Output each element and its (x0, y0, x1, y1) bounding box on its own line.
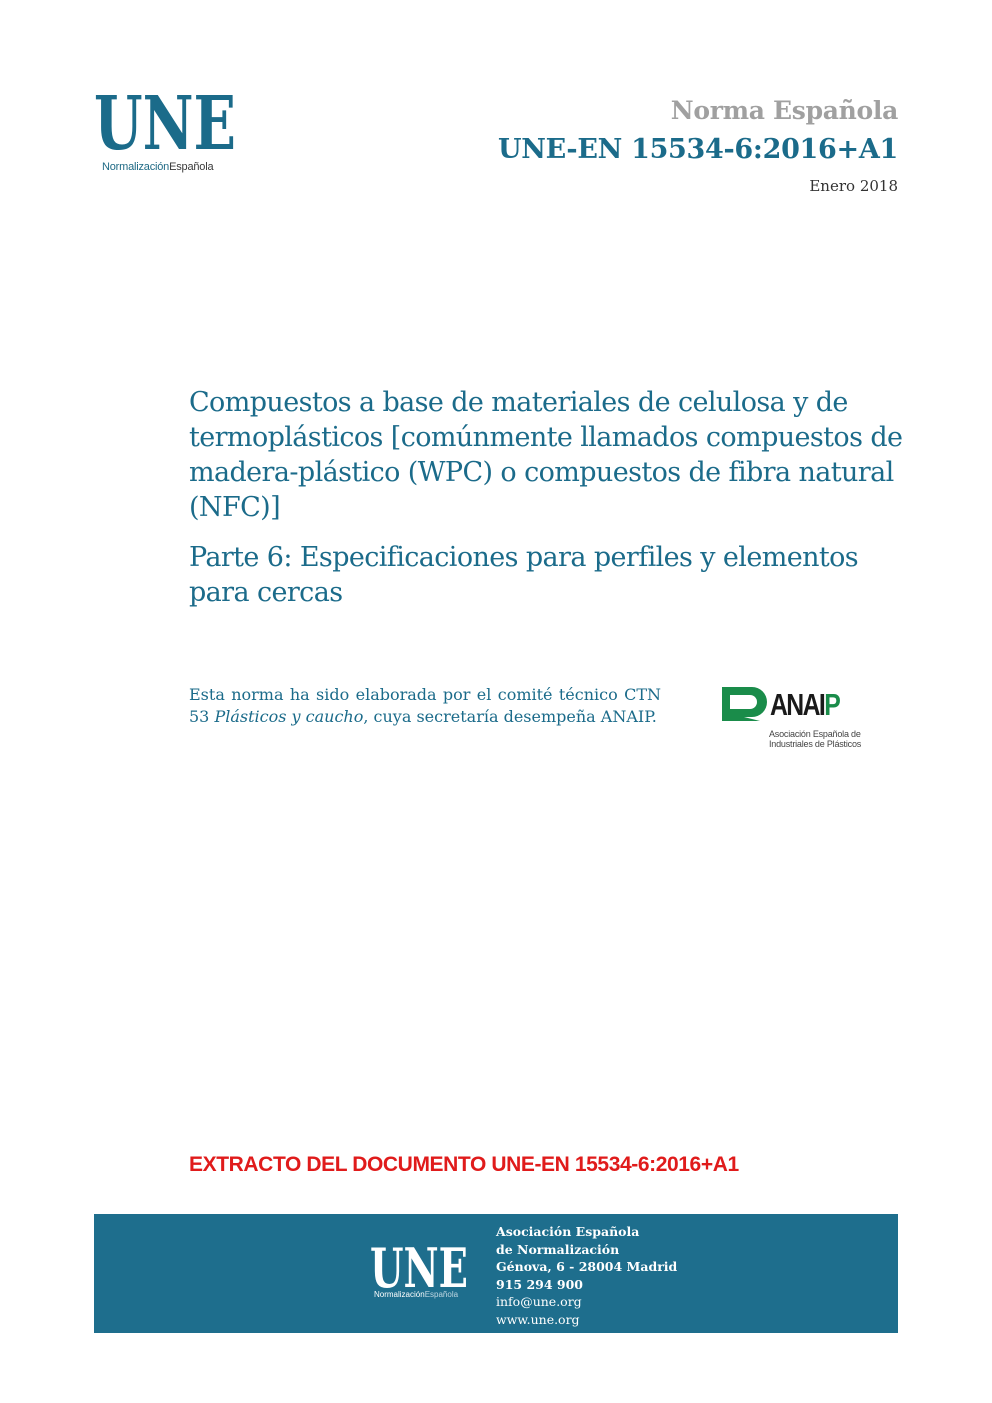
footer-logo-text: UNE (370, 1243, 468, 1289)
footer-banner (94, 1214, 898, 1333)
footer-tagline-part1: Normalización (374, 1290, 425, 1299)
org-website-link[interactable]: www.une.org (496, 1311, 580, 1327)
committee-text-before: Esta norma ha sido elaborada por el comité técnico CTN 53 (189, 685, 661, 726)
footer-tagline-part2: Española (424, 1290, 459, 1299)
anaip-name-part2: P (824, 687, 840, 722)
une-logo-tagline (102, 161, 213, 173)
org-name-line2: de Normalización (496, 1241, 620, 1257)
committee-name: Plásticos y caucho (214, 707, 364, 726)
tagline-part2: Española (169, 161, 214, 173)
org-name-line1: Asociación Española (496, 1224, 640, 1239)
document-kind: Norma Española (670, 96, 898, 125)
document-subtitle: Parte 6: Especificaciones para perfiles y elementos para cercas (189, 542, 859, 608)
publication-date: Enero 2018 (809, 177, 898, 195)
une-logo-text: UNE (94, 92, 236, 152)
footer-une-logo (370, 1243, 470, 1293)
anaip-name (770, 687, 839, 723)
org-address: Génova, 6 - 28004 Madrid (496, 1259, 678, 1274)
committee-text-after: , cuya secretaría desempeña ANAIP. (363, 707, 657, 726)
footer-contact (496, 1223, 677, 1328)
document-title: Compuestos a base de materiales de celulosa y de termoplásticos [comúnmente llamados compuestos de madera-plástico (WPC) o compuestos de fibra natural (NFC)] (189, 387, 903, 523)
anaip-name-part1: ANAI (770, 687, 825, 722)
extract-notice: EXTRACTO DEL DOCUMENTO UNE-EN 15534-6:2016+A1 (189, 1153, 739, 1176)
committee-statement (189, 684, 661, 728)
anaip-tagline-2: Industriales de Plásticos (769, 739, 862, 749)
une-logo (94, 92, 239, 152)
anaip-mark-icon (720, 683, 772, 727)
org-email-link[interactable]: info@une.org (496, 1294, 582, 1309)
standard-code: UNE-EN 15534-6:2016+A1 (498, 134, 898, 165)
anaip-tagline-1: Asociación Española de (769, 729, 861, 739)
footer-logo-tagline (374, 1290, 458, 1299)
org-phone: 915 294 900 (496, 1276, 583, 1292)
tagline-part1: Normalización (102, 161, 170, 173)
